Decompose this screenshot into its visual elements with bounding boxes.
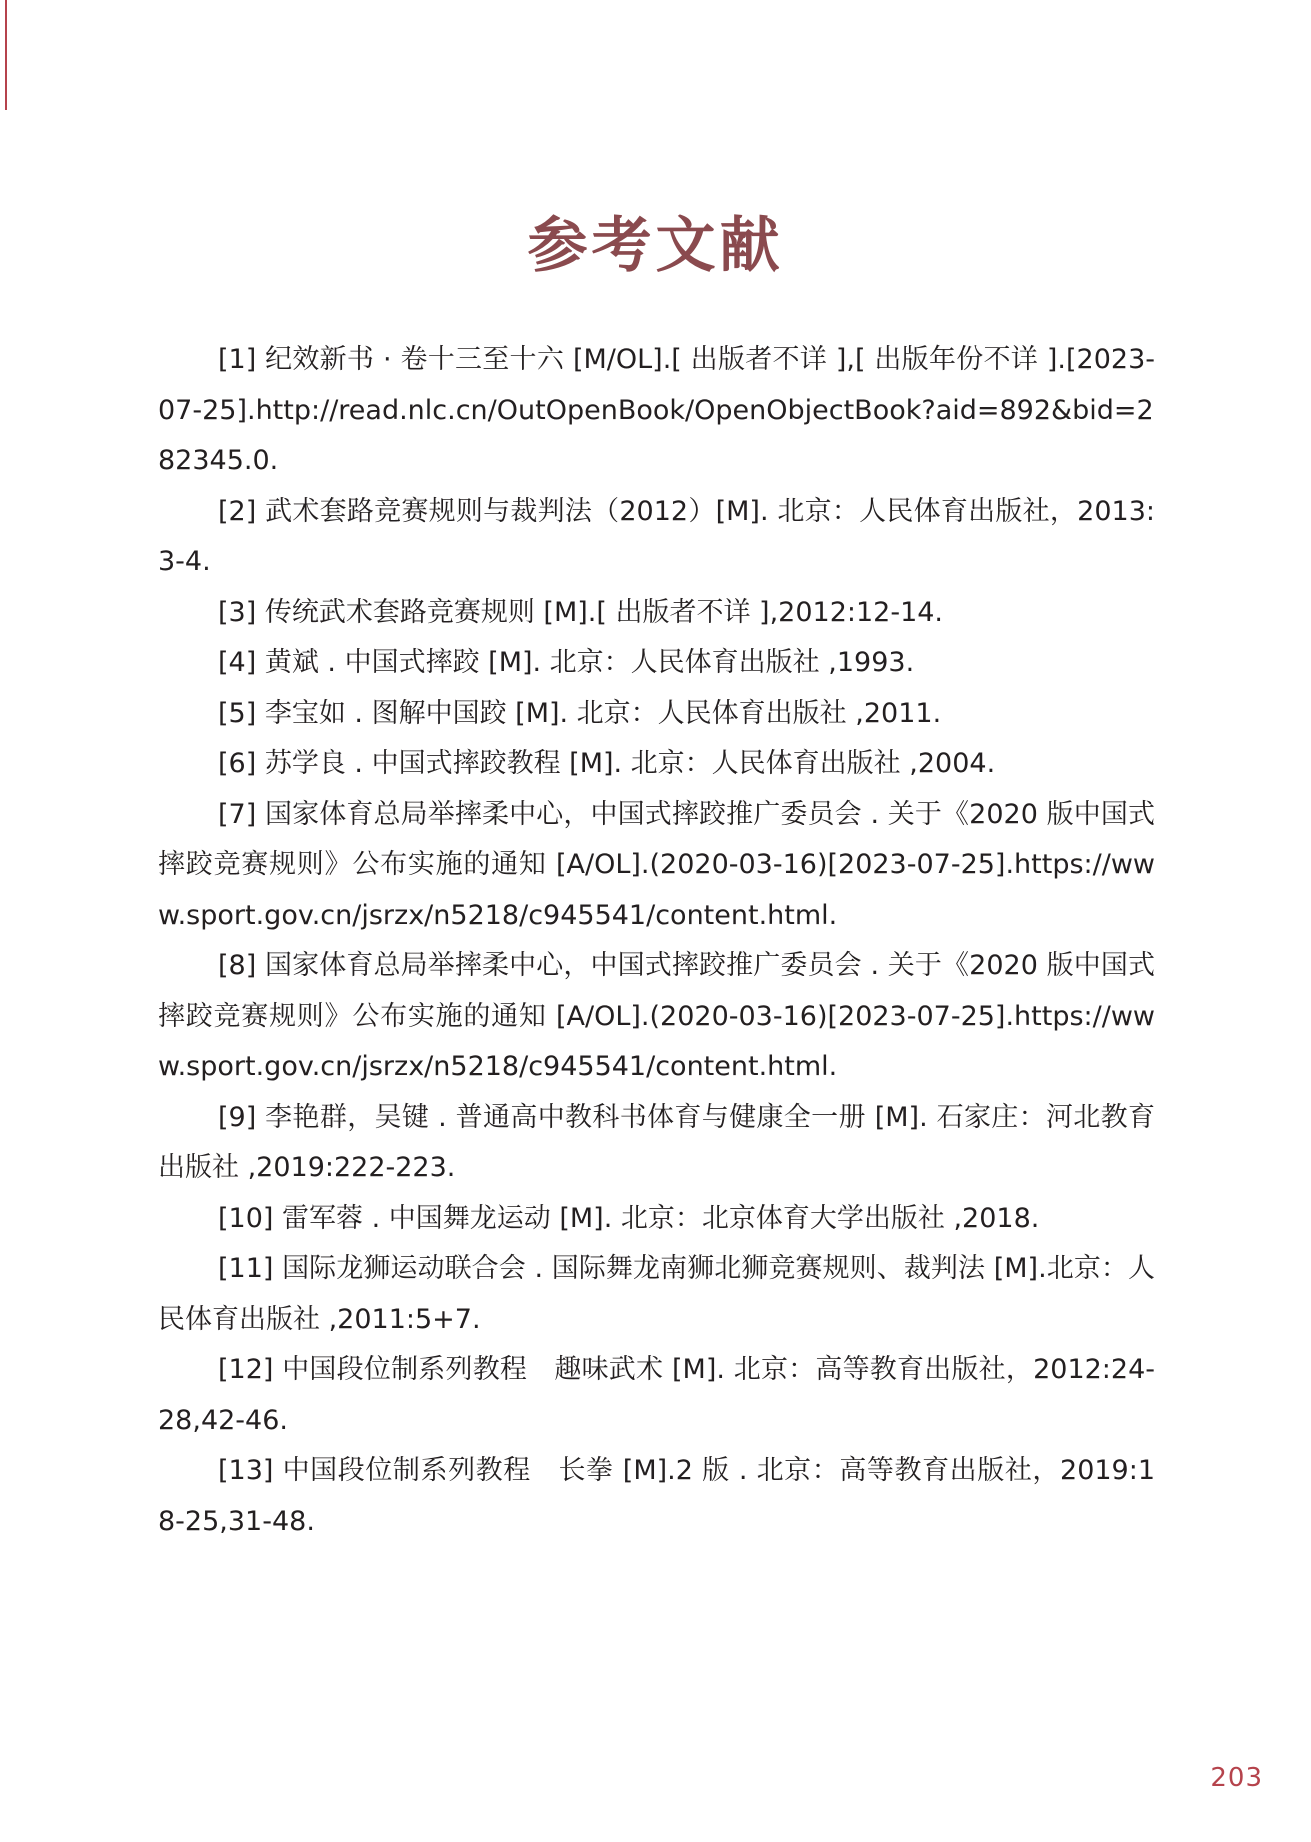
- reference-entry-10: [10] 雷军蓉 . 中国舞龙运动 [M]. 北京：北京体育大学出版社 ,2018.: [218, 1202, 1040, 1234]
- page-title: 参考文献: [527, 211, 784, 281]
- reference-entry-3: [3] 传统武术套路竞赛规则 [M].[ 出版者不详 ],2012:12-14.: [218, 596, 944, 628]
- reference-entry-8: [8] 国家体育总局举摔柔中心，中国式摔跤推广委员会 . 关于《2020 版中国式摔跤竞赛规则》公布实施的通知 [A/OL].(2020-03-16)[2023-07-25].https://www.sport.gov.cn/jsrzx/n5218/c945541/content.html.: [158, 950, 1155, 1082]
- reference-entry-1: [1] 纪效新书 · 卷十三至十六 [M/OL].[ 出版者不详 ],[ 出版年份不详 ].[2023-07-25].http://read.nlc.cn/OutOpenBook/OpenObjectBook?aid=892&bid=282345.0.: [158, 344, 1155, 476]
- reference-entry-7: [7] 国家体育总局举摔柔中心，中国式摔跤推广委员会 . 关于《2020 版中国式摔跤竞赛规则》公布实施的通知 [A/OL].(2020-03-16)[2023-07-25].https://www.sport.gov.cn/jsrzx/n5218/c945541/content.html.: [158, 798, 1155, 931]
- reference-list: [158, 335, 1155, 1547]
- reference-entry-5: [5] 李宝如 . 图解中国跤 [M]. 北京：人民体育出版社 ,2011.: [218, 697, 942, 729]
- page-number: 203: [1210, 1763, 1263, 1793]
- reference-entry-6: [6] 苏学良 . 中国式摔跤教程 [M]. 北京：人民体育出版社 ,2004.: [218, 748, 996, 779]
- reference-entry-4: [4] 黄斌 . 中国式摔跤 [M]. 北京：人民体育出版社 ,1993.: [218, 647, 915, 678]
- margin-rule: [5, 0, 7, 110]
- reference-entry-13: [13] 中国段位制系列教程 长拳 [M].2 版 . 北京：高等教育出版社，2019:18-25,31-48.: [158, 1455, 1155, 1537]
- reference-entry-2: [2] 武术套路竞赛规则与裁判法（2012）[M]. 北京：人民体育出版社，2013:3-4.: [158, 495, 1155, 577]
- reference-entry-9: [9] 李艳群，吴键 . 普通高中教科书体育与健康全一册 [M]. 石家庄：河北教育出版社 ,2019:222-223.: [158, 1101, 1155, 1183]
- reference-entry-12: [12] 中国段位制系列教程 趣味武术 [M]. 北京：高等教育出版社，2012:24-28,42-46.: [158, 1354, 1155, 1436]
- reference-entry-11: [11] 国际龙狮运动联合会 . 国际舞龙南狮北狮竞赛规则、裁判法 [M].北京：人民体育出版社 ,2011:5+7.: [158, 1253, 1155, 1335]
